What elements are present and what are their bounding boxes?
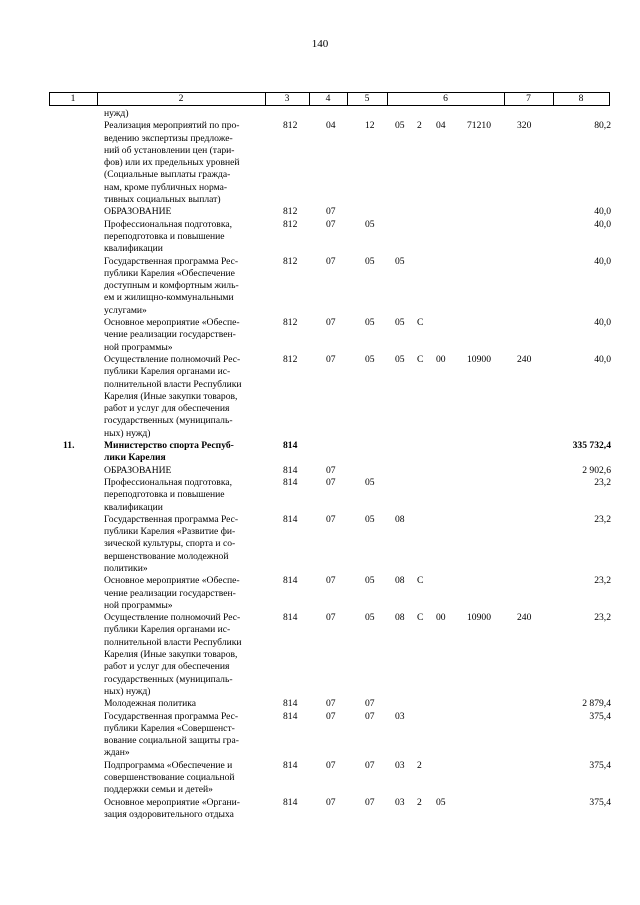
row-name [104,465,268,477]
row-name-line: квалификации [104,501,163,513]
row-name [104,575,268,612]
cell-c8: 335 732,4 [572,440,611,452]
cell-c3: 812 [283,206,298,218]
cell-c5: 05 [365,255,375,267]
table-row [0,465,640,477]
row-name-line: Молодежная политика [104,698,197,710]
row-name-line: ведению экспертизы предложе- [104,132,233,144]
cell-c5: 05 [365,476,375,488]
cell-c4: 07 [326,206,336,218]
cell-c7: 320 [517,120,532,132]
cell-c3: 814 [283,698,298,710]
cell-c5: 05 [365,317,375,329]
row-name-line: Осуществление полномочий Рес- [104,612,241,624]
row-name-line: публики Карелия «Развитие фи- [104,526,236,538]
row-name-line: ОБРАЗОВАНИЕ [104,206,172,218]
cell-c8: 80,2 [594,120,611,132]
table-row [0,120,640,206]
row-name [104,477,268,514]
row-name [104,317,268,354]
row-name-line: Государственная программа Рес- [104,255,239,267]
row-name-line: чение реализации государствен- [104,329,236,341]
cell-c4: 07 [326,759,336,771]
cell-c6b: С [417,353,424,365]
cell-c8: 23,2 [594,612,611,624]
cell-c5: 07 [365,710,375,722]
row-name [104,514,268,575]
table-row [0,206,640,218]
row-name-line: работ и услуг для обеспечения [104,661,230,673]
row-name-line: лики Карелия [104,452,166,464]
cell-c8: 23,2 [594,575,611,587]
row-name [104,797,268,822]
cell-c5: 05 [365,513,375,525]
cell-c6d: 10900 [467,353,491,365]
header-col-4: 4 [325,93,331,104]
cell-c7: 240 [517,612,532,624]
cell-c3: 812 [283,353,298,365]
cell-c5: 05 [365,575,375,587]
cell-c5: 07 [365,796,375,808]
cell-c6a: 05 [395,317,405,329]
table-row [0,440,640,465]
row-name [104,698,268,710]
table-row [0,514,640,575]
cell-c8: 375,4 [589,796,611,808]
table-row [0,612,640,698]
row-name-line: поддержки семьи и детей» [104,784,213,796]
cell-c6a: 05 [395,255,405,267]
cell-c3: 814 [283,464,298,476]
cell-c6a: 03 [395,796,405,808]
row-name-line: публики Карелия «Совершенст- [104,722,235,734]
row-name-line: фов) или их предельных уровней [104,157,240,169]
cell-c8: 2 902,6 [582,464,611,476]
cell-c6a: 05 [395,353,405,365]
row-name-line: тивных социальных выплат) [104,194,221,206]
cell-c6a: 05 [395,120,405,132]
table-row [0,354,640,440]
row-name [104,760,268,797]
cell-c3: 814 [283,513,298,525]
row-name-line: публики Карелия органами ис- [104,624,231,636]
row-name-line: ных) нужд) [104,427,151,439]
row-name-line: публики Карелия органами ис- [104,366,231,378]
row-name-line: Государственная программа Рес- [104,513,239,525]
header-divider [609,92,610,105]
cell-c6c: 05 [436,796,446,808]
cell-c3: 812 [283,120,298,132]
table-body [0,108,640,821]
row-name-line: чение реализации государствен- [104,587,236,599]
row-name-line: Основное мероприятие «Обеспе- [104,575,240,587]
row-name-line: квалификации [104,243,163,255]
row-name-line: ний об установлении цен (тари- [104,144,235,156]
cell-c4: 07 [326,476,336,488]
cell-c3: 814 [283,575,298,587]
row-name-line: (Социальные выплаты гражда- [104,169,231,181]
cell-c3: 812 [283,255,298,267]
cell-c4: 07 [326,796,336,808]
row-name-line: услугами» [104,304,147,316]
header-col-3: 3 [284,93,290,104]
row-name-line: совершенствование социальной [104,772,235,784]
row-name-line: Профессиональная подготовка, [104,218,232,230]
row-name-line: ОБРАЗОВАНИЕ [104,464,172,476]
row-name-line: Профессиональная подготовка, [104,476,232,488]
row-name-line: Основное мероприятие «Обеспе- [104,317,240,329]
cell-c6c: 00 [436,353,446,365]
row-name [104,612,268,698]
row-name [104,711,268,760]
header-col-2: 2 [178,93,184,104]
cell-c6d: 71210 [467,120,491,132]
row-name-line: вование социальной защиты гра- [104,735,239,747]
cell-c6a: 08 [395,575,405,587]
row-name-line: зической культуры, спорта и со- [104,538,236,550]
cell-c6a: 03 [395,710,405,722]
row-name-line: переподготовка и повышение [104,230,225,242]
cell-c8: 40,0 [594,317,611,329]
cell-c3: 812 [283,218,298,230]
cell-c4: 07 [326,317,336,329]
cell-c3: 814 [283,476,298,488]
cell-c4: 07 [326,612,336,624]
table-row [0,317,640,354]
table-row [0,797,640,822]
cell-c3: 814 [283,710,298,722]
header-col-7: 7 [526,93,531,104]
row-name-line: Государственная программа Рес- [104,710,239,722]
header-col-5: 5 [364,93,370,104]
cell-c8: 40,0 [594,206,611,218]
cell-c7: 240 [517,353,532,365]
cell-c3: 812 [283,317,298,329]
row-name [104,206,268,218]
cell-c6b: С [417,612,424,624]
row-name-line: Карелия (Иные закупки товаров, [104,649,238,661]
cell-c5: 12 [365,120,375,132]
cell-c5: 05 [365,612,375,624]
row-name-line: ной программы» [104,599,173,611]
cell-c4: 04 [326,120,336,132]
cell-c8: 375,4 [589,759,611,771]
cell-c5: 05 [365,353,375,365]
row-name-line: Карелия (Иные закупки товаров, [104,390,238,402]
cell-c8: 40,0 [594,255,611,267]
cell-c5: 05 [365,218,375,230]
row-name-line: вершенствование молодежной [104,550,229,562]
cell-c3: 814 [283,440,298,452]
cell-c4: 07 [326,464,336,476]
table-row [0,698,640,710]
cell-c3: 814 [283,796,298,808]
cell-c6a: 08 [395,513,405,525]
row-name-line: полнительной власти Республики [104,636,242,648]
row-name-line: государственных (муниципаль- [104,415,233,427]
cell-c5: 07 [365,698,375,710]
row-name [104,120,268,206]
page-number: 140 [311,38,329,50]
cell-c8: 40,0 [594,353,611,365]
row-name [104,440,268,465]
table-row [0,477,640,514]
cell-c6b: С [417,575,424,587]
row-name [104,219,268,256]
row-name-line: Основное мероприятие «Органи- [104,796,240,808]
row-name-line: публики Карелия «Обеспечение [104,267,235,279]
cell-c6b: С [417,317,424,329]
cell-c4: 07 [326,255,336,267]
cell-c4: 07 [326,698,336,710]
row-name [104,256,268,317]
row-name-line: полнительной власти Республики [104,378,242,390]
row-name-line: ных) нужд) [104,685,151,697]
cell-c8: 23,2 [594,476,611,488]
cell-c3: 814 [283,759,298,771]
table-row [0,760,640,797]
cell-c6c: 04 [436,120,446,132]
table-row [0,575,640,612]
row-name-line: ем и жилищно-коммунальными [104,292,234,304]
row-name-line: доступным и комфортным жиль- [104,280,239,292]
cell-c8: 2 879,4 [582,698,611,710]
cell-c8: 40,0 [594,218,611,230]
cell-c6b: 2 [417,759,422,771]
row-name-line: Подпрограмма «Обеспечение и [104,759,233,771]
row-name-line: работ и услуг для обеспечения [104,403,230,415]
cell-c3: 814 [283,612,298,624]
row-name-line: ждан» [104,747,130,759]
cell-c4: 07 [326,218,336,230]
cell-c6a: 03 [395,759,405,771]
row-name-line: нужд) [104,108,129,119]
table-row [0,711,640,760]
row-name-line: Осуществление полномочий Рес- [104,353,241,365]
header-col-6: 6 [443,93,448,104]
cell-c4: 07 [326,513,336,525]
cell-c4: 07 [326,353,336,365]
cell-c6b: 2 [417,796,422,808]
table-row [0,256,640,317]
table-row [0,219,640,256]
header-col-1: 1 [70,93,76,104]
table-row [0,108,640,120]
row-name-line: зация оздоровительного отдыха [104,808,234,820]
row-name-line: ной программы» [104,341,173,353]
cell-c4: 07 [326,710,336,722]
row-name-line: Министерство спорта Респуб- [104,440,234,452]
row-name [104,354,268,440]
row-name-line: Реализация мероприятий по про- [104,120,240,132]
header-bottom-rule [49,105,610,106]
row-name-line: переподготовка и повышение [104,489,225,501]
cell-c6b: 2 [417,120,422,132]
cell-c6a: 08 [395,612,405,624]
cell-c6c: 00 [436,612,446,624]
cell-c8: 23,2 [594,513,611,525]
table-header [49,92,610,105]
row-name-line: государственных (муниципаль- [104,673,233,685]
row-name [104,108,268,120]
row-name-line: нам, кроме публичных норма- [104,181,228,193]
row-number: 11. [63,440,75,452]
cell-c6d: 10900 [467,612,491,624]
header-col-8: 8 [578,93,584,104]
cell-c4: 07 [326,575,336,587]
row-name-line: политики» [104,562,148,574]
cell-c8: 375,4 [589,710,611,722]
cell-c5: 07 [365,759,375,771]
